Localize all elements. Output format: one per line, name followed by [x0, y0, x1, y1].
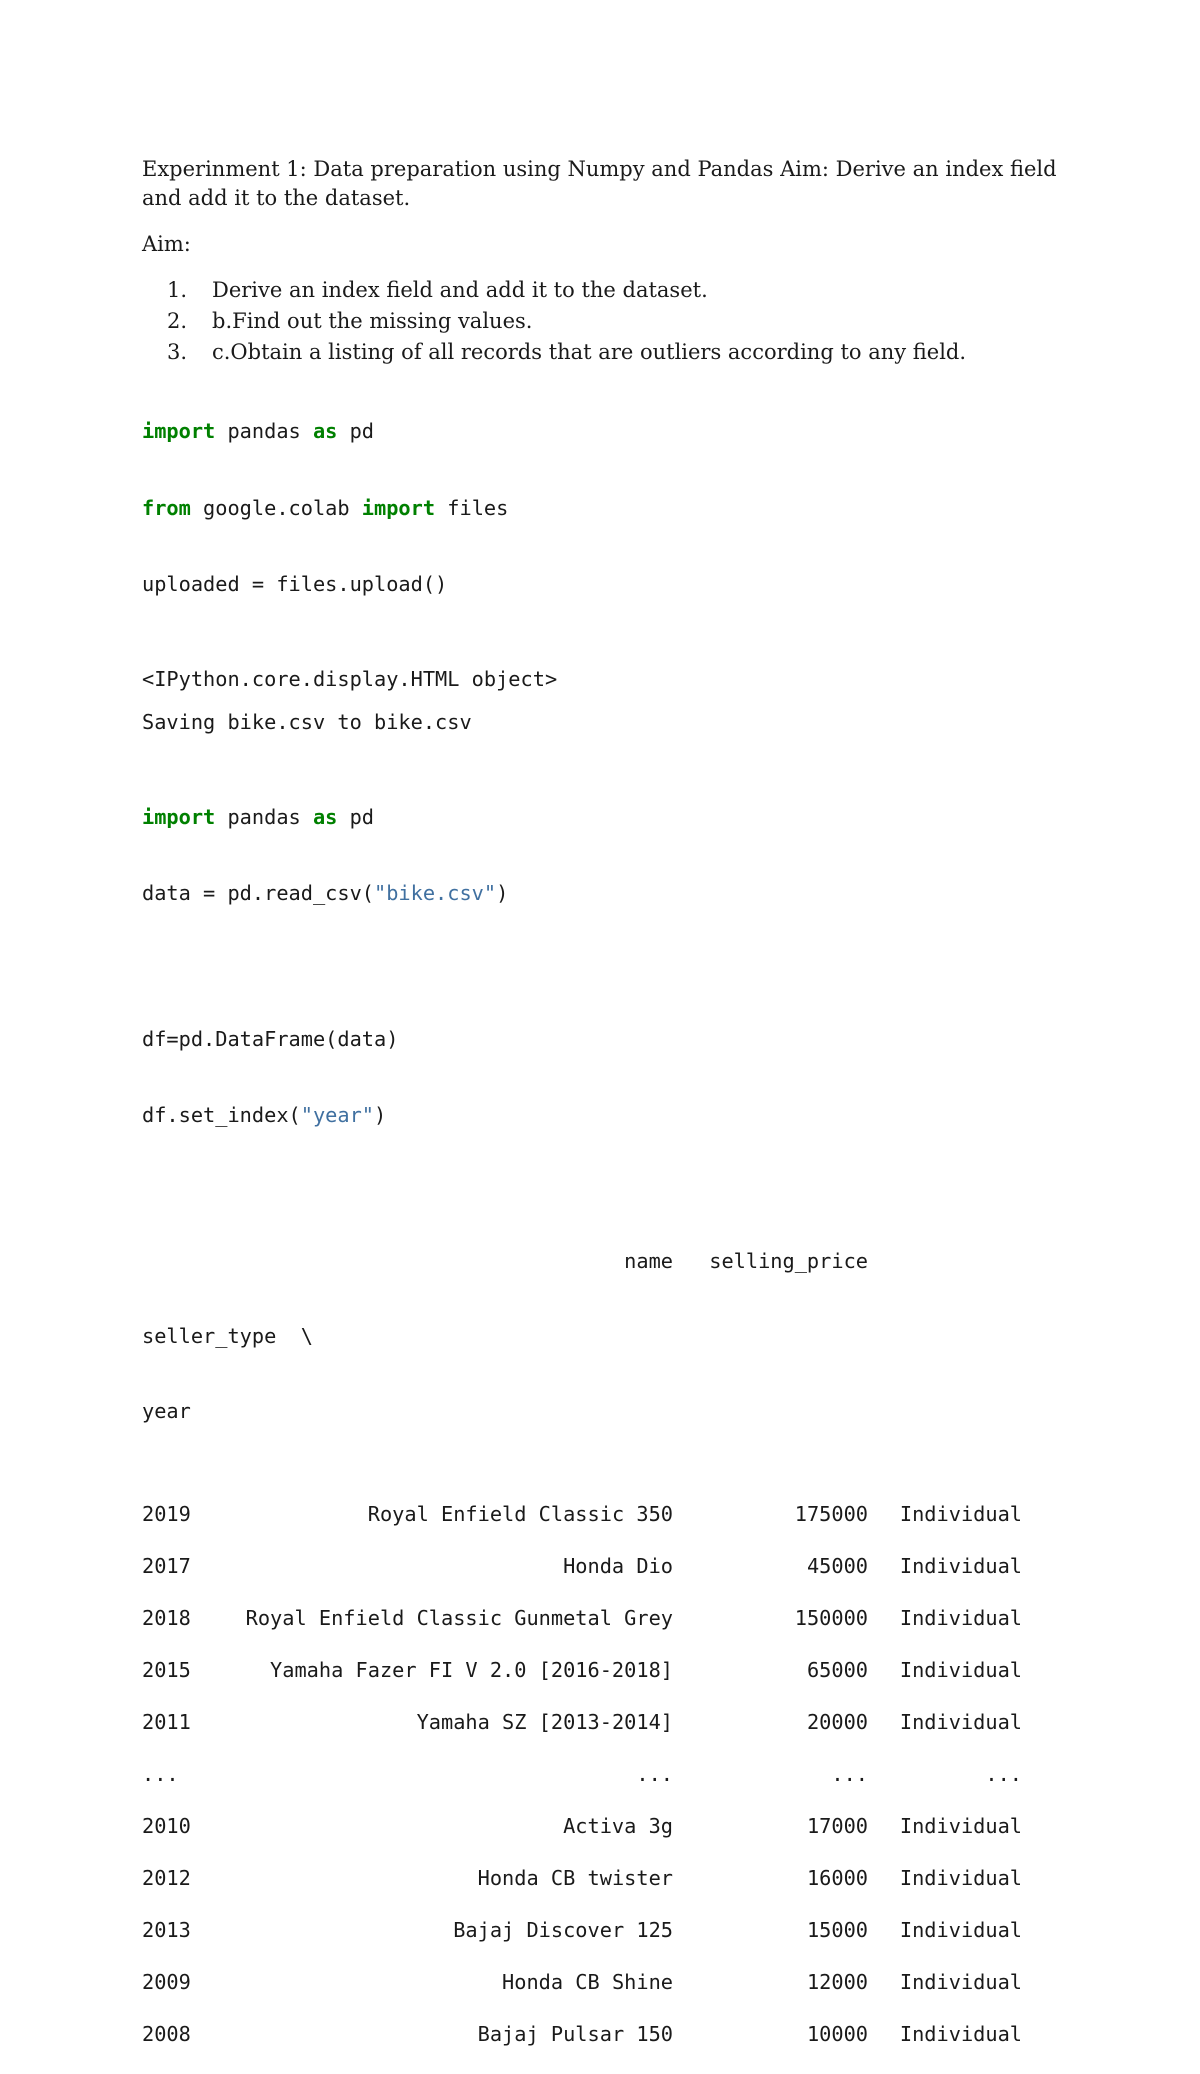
cell-seller-type: Individual: [899, 1657, 1022, 1682]
cell-name: Honda CB Shine: [502, 1969, 673, 1994]
code-text: pandas: [215, 419, 313, 443]
table-row: [142, 1866, 1102, 1918]
cell-name: Activa 3g: [563, 1813, 673, 1838]
cell-name: Honda Dio: [563, 1553, 673, 1578]
table-row: [142, 1606, 1102, 1658]
code-text: ): [374, 1103, 387, 1127]
code-block-upload: [142, 368, 1102, 649]
keyword: import: [142, 804, 216, 829]
code-line: [142, 805, 1102, 831]
cell-year: 2018: [142, 1605, 191, 1630]
cell-name: Bajaj Discover 125: [453, 1917, 673, 1942]
aim-text: b.Find out the missing values.: [212, 309, 533, 333]
code-block-read-csv: [142, 754, 1102, 958]
aim-item: [142, 306, 1102, 337]
aim-number: 1.: [167, 278, 188, 302]
cell-selling-price: 20000: [806, 1709, 868, 1734]
code-block-set-index: [142, 976, 1102, 1180]
code-line: [142, 496, 1102, 522]
cell-seller-type: Individual: [899, 1709, 1022, 1734]
code-line: df=pd.DataFrame(data): [142, 1026, 399, 1051]
cell-name: Royal Enfield Classic Gunmetal Grey: [245, 1605, 673, 1630]
output-saving: Saving bike.csv to bike.csv: [142, 710, 472, 734]
cell-year: 2009: [142, 1969, 191, 1994]
code-text: df.set_index(: [142, 1103, 301, 1127]
cell-selling-price: 65000: [806, 1657, 868, 1682]
aim-item: [142, 275, 1102, 306]
table-row: [142, 1970, 1102, 2022]
code-text: pandas: [215, 804, 313, 829]
keyword: as: [312, 419, 338, 443]
cell-seller-type: Individual: [899, 1501, 1022, 1526]
cell-selling-price: 16000: [806, 1865, 868, 1890]
string-literal: "year": [300, 1103, 375, 1127]
keyword: as: [312, 804, 338, 829]
code-line: [142, 1103, 1102, 1129]
cell-year: 2010: [142, 1813, 191, 1838]
cell-name: Bajaj Pulsar 150: [477, 2021, 673, 2046]
table-row: [142, 1814, 1102, 1866]
table-row: [142, 1762, 1102, 1814]
document-title: Experinment 1: Data preparation using Numpy and Pandas Aim: Derive an index field and add it to the dataset.: [142, 157, 1057, 210]
column-header-name: name: [624, 1248, 673, 1273]
keyword: import: [361, 495, 436, 520]
column-header-seller-type: seller_type \: [142, 1323, 313, 1348]
table-row: [142, 1658, 1102, 1710]
dataframe-header: [142, 1199, 1102, 1474]
cell-year: 2015: [142, 1657, 191, 1682]
table-row: [142, 1554, 1102, 1606]
code-text: pd: [337, 804, 375, 829]
cell-seller-type: Individual: [899, 1969, 1022, 1994]
code-text: data = pd.read_csv(: [142, 881, 374, 905]
cell-name: Honda CB twister: [477, 1865, 673, 1890]
code-text: ): [496, 881, 509, 905]
cell-year: 2012: [142, 1865, 191, 1890]
table-row: [142, 1710, 1102, 1762]
table-row: [142, 2022, 1102, 2074]
cell-year: 2008: [142, 2021, 191, 2046]
cell-selling-price: 45000: [806, 1553, 868, 1578]
code-line: [142, 419, 1102, 445]
aim-text: c.Obtain a listing of all records that are outliers according to any field.: [212, 340, 967, 364]
cell-selling-price: 12000: [806, 1969, 868, 1994]
cell-name: Royal Enfield Classic 350: [367, 1501, 673, 1526]
cell-year: 2019: [142, 1501, 191, 1526]
document-page: [142, 155, 1102, 2074]
code-line: uploaded = files.upload(): [142, 572, 448, 596]
cell-selling-price: 10000: [806, 2021, 868, 2046]
cell-seller-type: Individual: [899, 2021, 1022, 2046]
cell-seller-type: Individual: [899, 1553, 1022, 1578]
keyword: import: [142, 419, 216, 443]
cell-seller-type: ...: [985, 1761, 1022, 1786]
cell-year: 2017: [142, 1553, 191, 1578]
aim-item: [142, 337, 1102, 368]
cell-year: ...: [142, 1761, 179, 1786]
aim-label: Aim:: [142, 232, 191, 256]
column-header-selling-price: selling_price: [709, 1248, 868, 1273]
cell-selling-price: 15000: [806, 1917, 868, 1942]
table-row: [142, 1918, 1102, 1970]
code-text: pd: [337, 419, 375, 443]
cell-seller-type: Individual: [899, 1813, 1022, 1838]
cell-seller-type: Individual: [899, 1605, 1022, 1630]
aim-text: Derive an index field and add it to the dataset.: [212, 278, 708, 302]
cell-seller-type: Individual: [899, 1865, 1022, 1890]
output-html-object: <IPython.core.display.HTML object>: [142, 666, 558, 691]
cell-year: 2011: [142, 1709, 191, 1734]
cell-seller-type: Individual: [899, 1917, 1022, 1942]
keyword: from: [142, 495, 191, 520]
table-row: [142, 1502, 1102, 1554]
cell-selling-price: 175000: [794, 1501, 868, 1526]
dataframe-body: [142, 1502, 1102, 2074]
index-header-year: year: [142, 1398, 191, 1423]
code-line: [142, 881, 1102, 907]
code-text: google.colab: [190, 495, 362, 520]
aim-number: 2.: [167, 309, 188, 333]
string-literal: "bike.csv": [374, 881, 497, 905]
cell-selling-price: 17000: [806, 1813, 868, 1838]
cell-name: Yamaha Fazer FI V 2.0 [2016-2018]: [270, 1657, 673, 1682]
aim-number: 3.: [167, 340, 188, 364]
aim-list: [142, 275, 1102, 368]
cell-selling-price: ...: [831, 1761, 868, 1786]
code-text: files: [435, 495, 509, 520]
cell-selling-price: 150000: [794, 1605, 868, 1630]
cell-name: ...: [636, 1761, 673, 1786]
cell-name: Yamaha SZ [2013-2014]: [416, 1709, 673, 1734]
cell-year: 2013: [142, 1917, 191, 1942]
